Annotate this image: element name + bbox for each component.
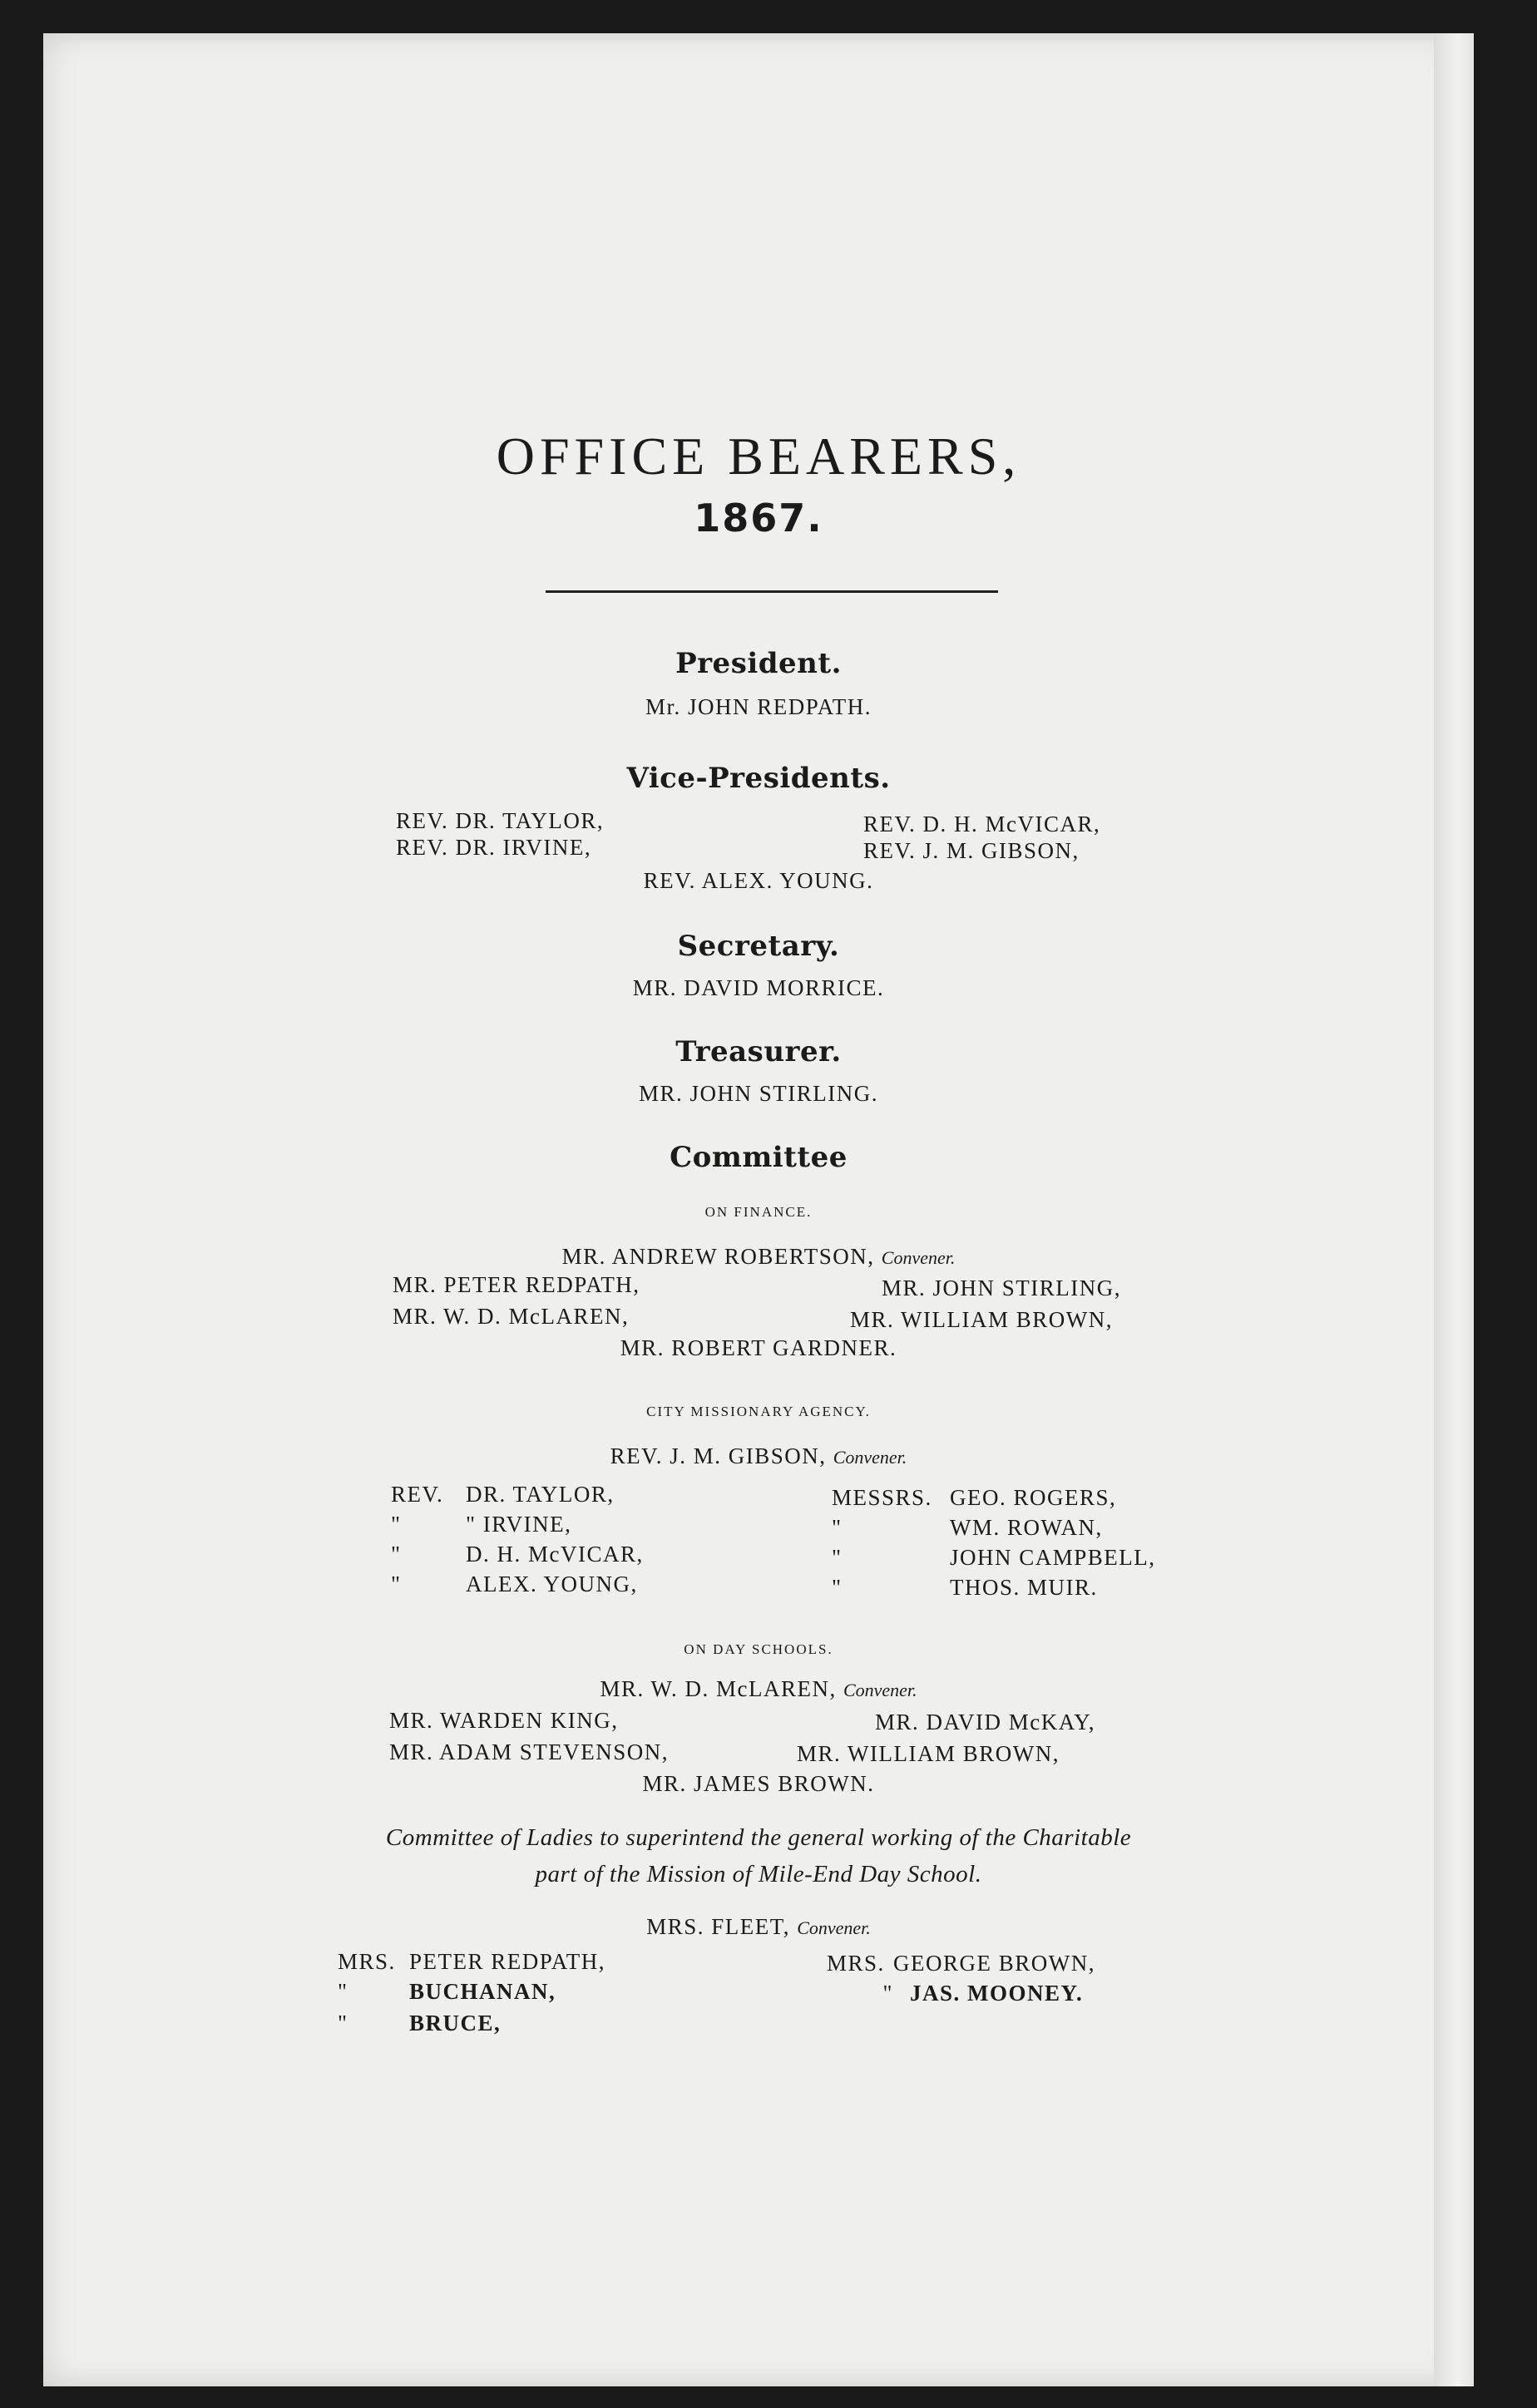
city-mission-left-3: " D. H. McVICAR, <box>391 1542 644 1567</box>
finance-right-1: MR. JOHN STIRLING, <box>882 1276 1122 1300</box>
page-title: OFFICE BEARERS, <box>496 427 1021 486</box>
day-schools-right-1: MR. DAVID McKAY, <box>875 1710 1096 1734</box>
city-mission-left-4: " ALEX. YOUNG, <box>391 1572 638 1596</box>
day-schools-right-2: MR. WILLIAM BROWN, <box>797 1741 1060 1766</box>
ladies-right-1: MRS. GEORGE BROWN, <box>827 1951 1095 1976</box>
ladies-committee-line-1: Committee of Ladies to superintend the general working of the Charitable <box>385 1824 1132 1851</box>
ladies-right-2: " JAS. MOONEY. <box>882 1981 1084 2006</box>
city-mission-convener-name: REV. J. M. GIBSON, <box>610 1443 827 1468</box>
president-name: Mr. JOHN REDPATH. <box>645 694 872 719</box>
finance-convener <box>43 1244 1474 1270</box>
document-page <box>43 33 1474 2386</box>
day-schools-convener <box>43 1676 1474 1702</box>
city-mission-left-2: " " IRVINE, <box>391 1512 572 1537</box>
ladies-convener-name: MRS. FLEET, <box>646 1914 790 1939</box>
ladies-committee-line-2: part of the Mission of Mile-End Day School. <box>535 1861 982 1887</box>
day-schools-subheading: ON DAY SCHOOLS. <box>684 1641 833 1657</box>
day-schools-left-2: MR. ADAM STEVENSON, <box>389 1739 670 1764</box>
vice-presidents-heading: Vice-Presidents. <box>626 762 891 795</box>
vice-president-center: REV. ALEX. YOUNG. <box>643 868 874 893</box>
ladies-left-2: " BUCHANAN, <box>338 1979 556 2004</box>
vice-president-right-2: REV. J. M. GIBSON, <box>863 838 1080 863</box>
day-schools-center: MR. JAMES BROWN. <box>642 1771 875 1796</box>
finance-convener-name: MR. ANDREW ROBERTSON, <box>561 1244 875 1269</box>
ladies-left-3: " BRUCE, <box>338 2011 502 2035</box>
ladies-convener-label: Convener. <box>797 1917 871 1938</box>
city-mission-convener <box>43 1443 1474 1469</box>
vice-president-left-1: REV. DR. TAYLOR, <box>396 808 605 833</box>
city-mission-subheading: CITY MISSIONARY AGENCY. <box>646 1404 871 1419</box>
committee-heading: Committee <box>670 1141 848 1174</box>
title-rule <box>546 590 998 593</box>
secretary-heading: Secretary. <box>677 930 840 963</box>
finance-subheading: ON FINANCE. <box>704 1204 813 1220</box>
finance-left-2: MR. W. D. McLAREN, <box>393 1304 630 1329</box>
day-schools-left-1: MR. WARDEN KING, <box>389 1708 619 1733</box>
treasurer-name: MR. JOHN STIRLING. <box>638 1081 878 1106</box>
city-mission-right-3: " JOHN CAMPBELL, <box>832 1545 1156 1570</box>
city-mission-right-4: " THOS. MUIR. <box>832 1575 1098 1600</box>
city-mission-convener-label: Convener. <box>833 1447 907 1468</box>
finance-left-1: MR. PETER REDPATH, <box>393 1272 640 1297</box>
secretary-name: MR. DAVID MORRICE. <box>632 975 885 1000</box>
finance-convener-label: Convener. <box>881 1247 956 1268</box>
vice-president-right-1: REV. D. H. McVICAR, <box>863 812 1101 836</box>
city-mission-right-1: MESSRS. GEO. ROGERS, <box>832 1485 1117 1510</box>
day-schools-convener-label: Convener. <box>843 1680 917 1700</box>
finance-right-2: MR. WILLIAM BROWN, <box>850 1307 1113 1332</box>
vice-president-left-2: REV. DR. IRVINE, <box>396 835 592 860</box>
treasurer-heading: Treasurer. <box>675 1035 842 1068</box>
city-mission-left-1: REV. DR. TAYLOR, <box>391 1482 615 1507</box>
finance-center: MR. ROBERT GARDNER. <box>620 1335 897 1360</box>
ladies-left-1: MRS. PETER REDPATH, <box>338 1949 606 1974</box>
city-mission-right-2: " WM. ROWAN, <box>832 1515 1103 1540</box>
day-schools-convener-name: MR. W. D. McLAREN, <box>600 1676 837 1701</box>
president-heading: President. <box>675 647 842 680</box>
ladies-convener <box>43 1914 1474 1940</box>
page-year: 1867. <box>694 496 823 540</box>
